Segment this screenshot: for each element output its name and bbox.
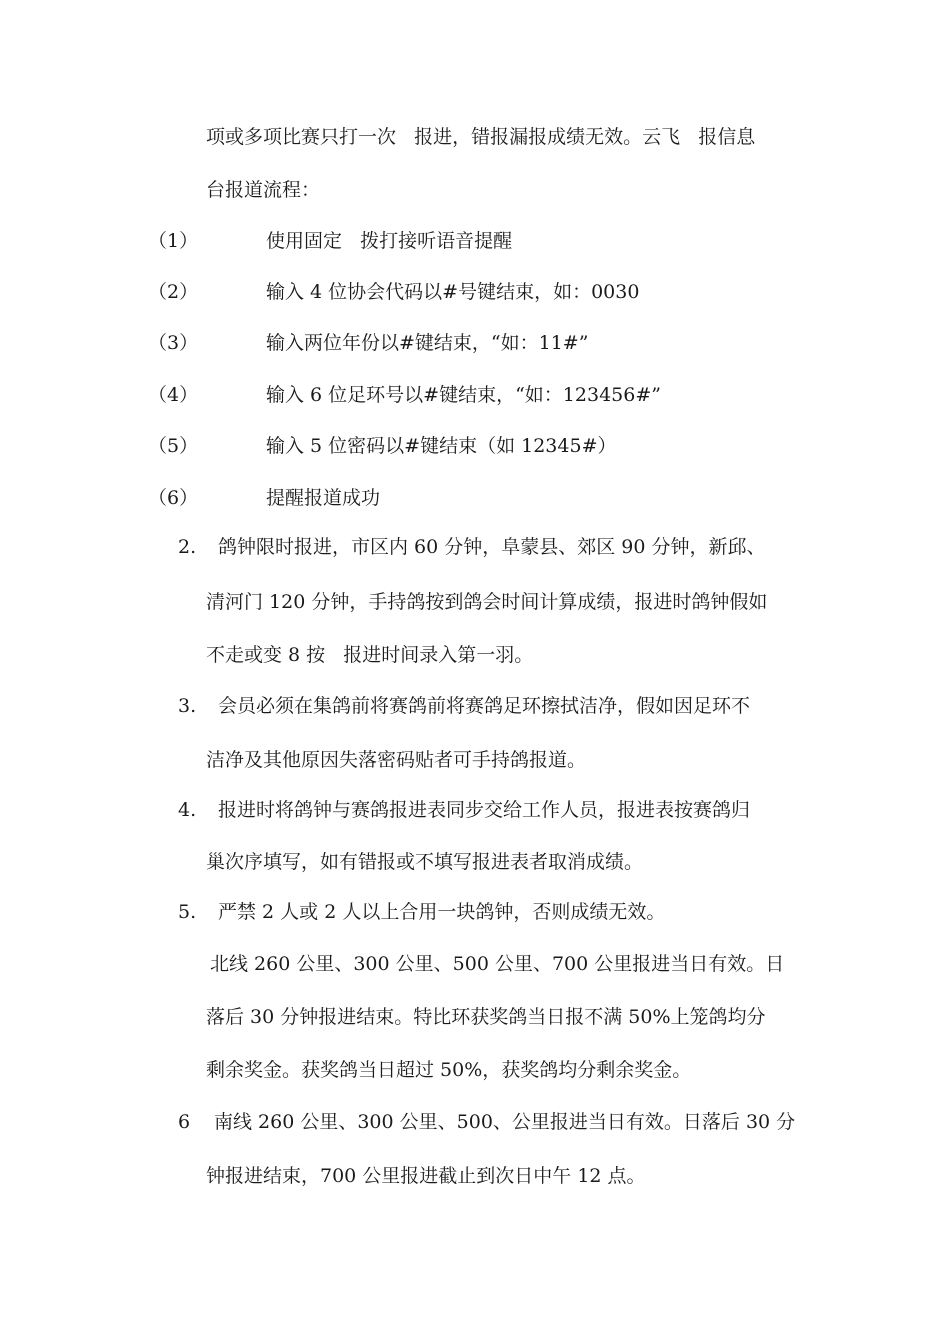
step-text: 输入两位年份以#键结束，“如：11#” [266,332,589,354]
step-text: 输入 6 位足环号以#键结束，“如：123456#” [266,384,661,406]
step-number: （2） [148,281,199,303]
item-text: 报进时将鸽钟与赛鸽报进表同步交给工作人员，报进表按赛鸽归 [218,799,751,821]
item-number: 2. [178,536,197,558]
paragraph-text: 北线 260 公里、300 公里、500 公里、700 公里报进当日有效。日 [210,953,785,975]
item-number: 6 [178,1111,191,1133]
paragraph-text: 落后 30 分钟报进结束。特比环获奖鸽当日报不满 50%上笼鸽均分 [206,1006,766,1028]
item-number: 5. [178,901,197,923]
item-number: 3. [178,695,197,717]
intro-line-1: 项或多项比赛只打一次 报进，错报漏报成绩无效。云飞 报信息 [206,126,756,148]
item-number: 4. [178,799,197,821]
step-text: 使用固定 拨打接听语音提醒 [266,230,513,252]
step-number: （5） [148,435,199,457]
step-number: （3） [148,332,199,354]
step-number: （4） [148,384,199,406]
step-text: 提醒报道成功 [266,487,381,509]
item-text: 鸽钟限时报进，市区内 60 分钟，阜蒙县、郊区 90 分钟，新邱、 [218,536,766,558]
item-text: 巢次序填写，如有错报或不填写报进表者取消成绩。 [206,851,644,873]
step-number: （6） [148,487,199,509]
item-text: 钟报进结束，700 公里报进截止到次日中午 12 点。 [206,1165,646,1187]
item-text: 南线 260 公里、300 公里、500、公里报进当日有效。日落后 30 分 [214,1111,796,1133]
item-text: 严禁 2 人或 2 人以上合用一块鸽钟，否则成绩无效。 [218,901,666,923]
step-number: （1） [148,230,199,252]
step-text: 输入 4 位协会代码以#号键结束，如：0030 [266,281,640,303]
item-text: 会员必须在集鸽前将赛鸽前将赛鸽足环擦拭洁净，假如因足环不 [218,695,751,717]
item-text: 清河门 120 分钟，手持鸽按到鸽会时间计算成绩，报进时鸽钟假如 [206,591,768,613]
item-text: 不走或变 8 按 报进时间录入第一羽。 [206,644,534,666]
item-text: 洁净及其他原因失落密码贴者可手持鸽报道。 [206,749,587,771]
step-text: 输入 5 位密码以#键结束（如 12345#） [266,435,617,457]
intro-line-2: 台报道流程： [206,179,321,201]
paragraph-text: 剩余奖金。获奖鸽当日超过 50%，获奖鸽均分剩余奖金。 [206,1059,692,1081]
